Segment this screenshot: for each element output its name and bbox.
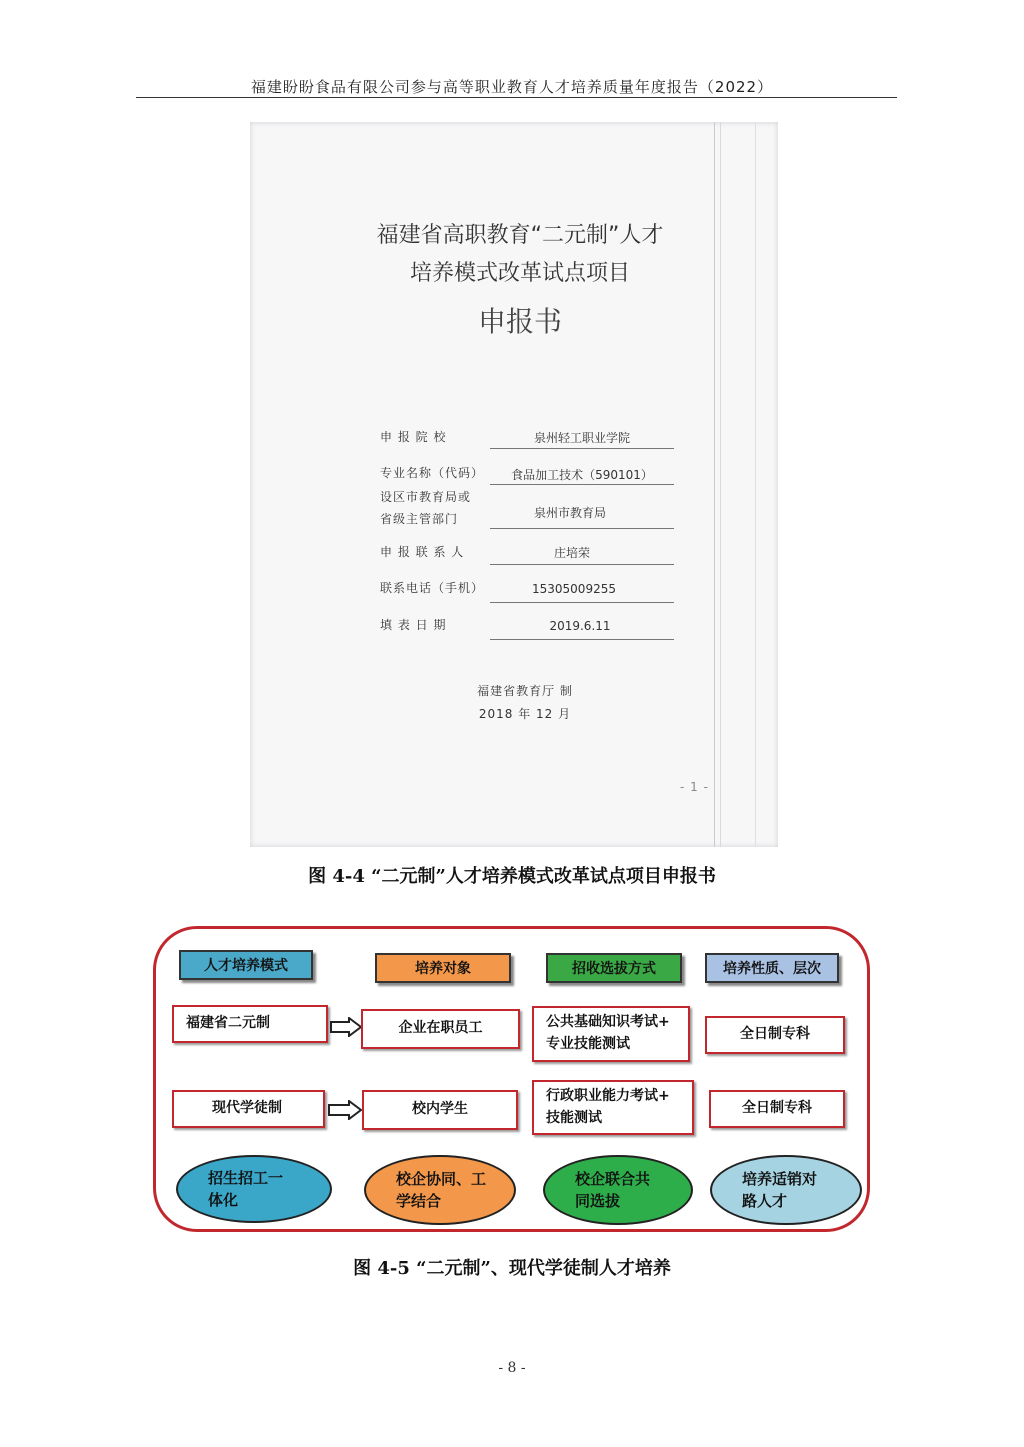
header-box-label: 招收选拔方式	[572, 961, 656, 977]
header-box-target	[375, 953, 511, 983]
field-label-phone: 联系电话（手机）	[380, 581, 485, 595]
row2-level-label: 全日制专科	[742, 1100, 812, 1117]
field-label-major: 专业名称（代码）	[380, 466, 485, 480]
row1-method-box	[532, 1006, 690, 1062]
figure-caption-4-4: 图 4-4 “二元制”人才培养模式改革试点项目申报书	[308, 866, 716, 887]
header-box-mode	[179, 950, 313, 980]
row2-arrow-icon	[328, 1100, 362, 1120]
field-label-contact: 申 报 联 系 人	[380, 545, 465, 559]
field-value-authority: 泉州市教育局	[533, 506, 606, 520]
page-number: - 8 -	[498, 1360, 526, 1376]
figure-caption-4-5: 图 4-5 “二元制”、现代学徒制人才培养	[353, 1258, 671, 1279]
row2-method-box	[532, 1080, 694, 1135]
form-title-line1: 福建省高职教育“二元制”人才	[376, 223, 664, 248]
row2-target-box	[362, 1090, 518, 1130]
row2-level-box	[709, 1090, 845, 1128]
field-label-school: 申 报 院 校	[380, 430, 447, 444]
row1-mode-box	[172, 1005, 328, 1043]
row2-target-label: 校内学生	[412, 1101, 468, 1118]
ellipse-line1: 培养适销对	[742, 1169, 818, 1188]
scan-fold-line	[755, 122, 756, 847]
row1-target-label: 企业在职员工	[398, 1020, 483, 1037]
field-value-contact: 庄培荣	[553, 546, 590, 560]
field-underline	[490, 564, 674, 565]
row2-method-line2: 技能测试	[546, 1109, 602, 1126]
row2-mode-box	[172, 1090, 325, 1128]
header-box-level	[705, 953, 839, 983]
row1-target-box	[361, 1009, 520, 1049]
scan-fold-line	[714, 122, 715, 847]
header-box-label: 人才培养模式	[204, 958, 288, 974]
form-page-mark: - 1 -	[680, 780, 709, 794]
row1-method-line1: 公共基础知识考试+	[546, 1014, 670, 1031]
ellipse-line2: 路人才	[742, 1192, 788, 1210]
page-header-title: 福建盼盼食品有限公司参与高等职业教育人才培养质量年度报告（2022）	[250, 78, 774, 96]
header-box-method	[546, 953, 682, 983]
field-underline	[490, 448, 674, 449]
ellipse-line2: 学结合	[396, 1192, 442, 1210]
scan-fold-line	[720, 122, 721, 847]
row2-method-line1: 行政职业能力考试+	[546, 1087, 670, 1104]
field-underline	[490, 484, 674, 485]
ellipse-line2: 同选拔	[575, 1192, 621, 1210]
field-underline	[490, 528, 674, 529]
ellipse-line1: 校企协同、工	[396, 1169, 487, 1188]
field-label-authority-line1: 设区市教育局或	[380, 490, 472, 504]
ellipse-recruitment-integration	[176, 1155, 332, 1223]
field-underline	[490, 639, 674, 640]
row1-mode-label: 福建省二元制	[186, 1015, 270, 1032]
ellipse-joint-selection	[543, 1155, 693, 1225]
form-issuer: 福建省教育厅 制	[477, 684, 573, 698]
row1-method-line2: 专业技能测试	[546, 1036, 630, 1052]
header-box-label: 培养对象	[415, 961, 471, 977]
row2-mode-label: 现代学徒制	[212, 1100, 282, 1117]
form-title-line2: 培养模式改革试点项目	[409, 261, 630, 286]
field-value-date: 2019.6.11	[549, 619, 611, 633]
header-box-label: 培养性质、层次	[723, 961, 821, 977]
field-value-major: 食品加工技术（590101）	[511, 468, 653, 482]
row1-level-box	[705, 1016, 845, 1054]
scanned-application-form	[250, 122, 778, 847]
field-value-phone: 15305009255	[532, 582, 616, 596]
field-label-authority-line2: 省级主管部门	[380, 512, 459, 526]
ellipse-line2: 体化	[208, 1191, 239, 1209]
form-subtitle: 申报书	[477, 305, 562, 338]
field-underline	[490, 602, 674, 603]
ellipse-school-enterprise-cooperation	[364, 1155, 516, 1225]
row1-level-label: 全日制专科	[740, 1026, 810, 1043]
field-label-date: 填 表 日 期	[380, 618, 447, 632]
field-value-school: 泉州轻工职业学院	[533, 431, 630, 445]
header-rule	[136, 97, 897, 98]
ellipse-line1: 校企联合共	[575, 1169, 651, 1188]
row1-arrow-icon	[330, 1017, 362, 1037]
ellipse-marketable-talent	[710, 1155, 862, 1225]
form-issue-date: 2018 年 12 月	[478, 707, 572, 721]
ellipse-line1: 招生招工一	[208, 1168, 284, 1187]
